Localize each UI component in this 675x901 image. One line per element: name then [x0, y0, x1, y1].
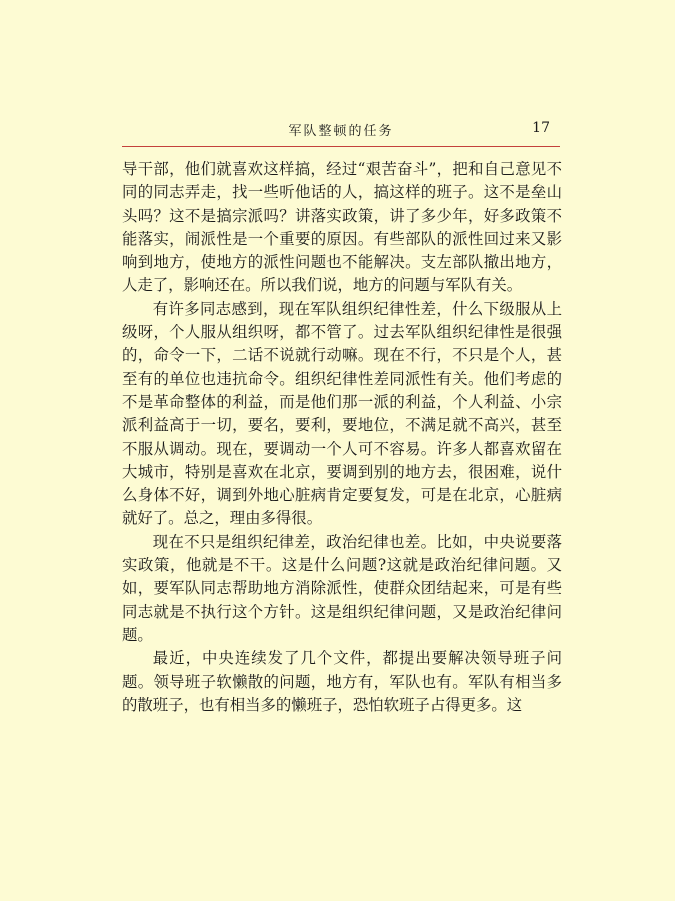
paragraph: 导干部，他们就喜欢这样搞，经过“艰苦奋斗”，把和自己意见不同的同志弄走，找一些听他话的人，搞这样的班子。这不是垒山头吗？这不是搞宗派吗？讲落实政策，讲了多少年，好多政策不能落实，闹派性是一个重要的原因。有些部队的派性回过来又影响到地方，使地方的派性问题也不能解决。支左部队撤出地方，人走了，影响还在。所以我们说，地方的问题与军队有关。 [122, 160, 562, 295]
paragraph: 现在不只是组织纪律差，政治纪律也差。比如，中央说要落实政策，他就是不干。这是什么问题?这就是政治纪律问题。又如，要军队同志帮助地方消除派性，使群众团结起来，可是有些同志就是不执行这个方针。这是组织纪律问题，又是政治纪律问题。 [122, 532, 562, 644]
page-number: 17 [532, 120, 550, 136]
body-text [122, 158, 562, 717]
running-head [122, 118, 560, 140]
paragraph: 有许多同志感到，现在军队组织纪律性差，什么下级服从上级呀，个人服从组织呀，都不管了。过去军队组织纪律性是很强的，命令一下，二话不说就行动嘛。现在不行，不只是个人，甚至有的单位也违抗命令。组织纪律性差同派性有关。他们考虑的不是革命整体的利益，而是他们那一派的利益，个人利益、小宗派利益高于一切，要名，要利，要地位，不满足就不高兴，甚至不服从调动。现在，要调动一个人可不容易。许多人都喜欢留在大城市，特别是喜欢在北京，要调到别的地方去，很困难，说什么身体不好，调到外地心脏病肯定要复发，可是在北京，心脏病就好了。总之，理由多得很。 [122, 299, 562, 528]
running-title: 军队整顿的任务 [288, 124, 394, 139]
header-rule [122, 146, 560, 147]
paragraph: 最近，中央连续发了几个文件，都提出要解决领导班子问题。领导班子软懒散的问题，地方有，军队也有。军队有相当多的散班子，也有相当多的懒班子，恐怕软班子占得更多。这 [122, 649, 562, 714]
